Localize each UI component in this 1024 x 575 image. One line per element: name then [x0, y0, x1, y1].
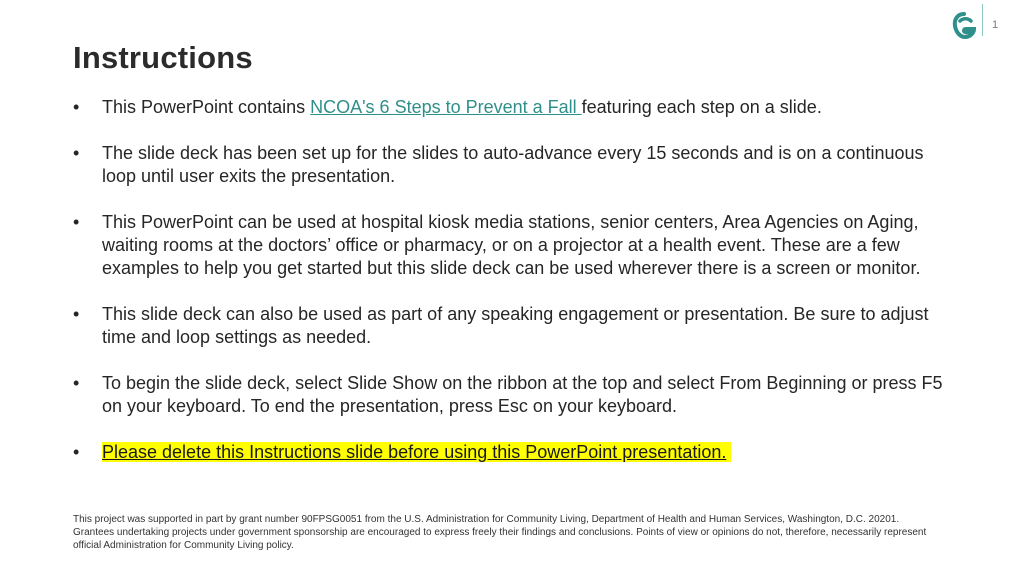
bullet-text: featuring each step on a slide. — [581, 97, 822, 117]
bullet-text: The slide deck has been set up for the slides to auto-advance every 15 seconds and is on a continuous loop until user exits the presentation. — [102, 143, 924, 186]
page-number: 1 — [992, 19, 999, 31]
list-item — [73, 303, 953, 349]
instruction-list — [73, 96, 953, 487]
slide-title: Instructions — [73, 40, 253, 75]
list-item — [73, 372, 953, 418]
bullet-text: To begin the slide deck, select Slide Show on the ribbon at the top and select From Beginning or press F5 on your keyboard. To end the presentation, press Esc on your keyboard. — [102, 373, 943, 416]
ncoa-logo-icon — [952, 12, 976, 40]
bullet-text: This PowerPoint contains — [102, 97, 311, 117]
logo-divider — [982, 4, 983, 36]
bullet-text: This slide deck can also be used as part of any speaking engagement or presentation. Be sure to adjust time and loop settings as needed. — [102, 304, 929, 347]
delete-slide-note: Please delete this Instructions slide before using this PowerPoint presentation. — [102, 442, 731, 462]
list-item — [73, 441, 953, 464]
grant-disclaimer: This project was supported in part by grant number 90FPSG0051 from the U.S. Administration for Community Living, Department of Health and Human Services, Washington, D.C. 20201. Grantees undertaking projects under government sponsorship are encouraged to express freely their findings and conclusions. Points of view or opinions do not, therefore, necessarily represent official Administration for Community Living policy. — [73, 514, 927, 551]
list-item — [73, 142, 953, 188]
list-item — [73, 96, 953, 119]
list-item — [73, 211, 953, 280]
bullet-text: This PowerPoint can be used at hospital kiosk media stations, senior centers, Area Agencies on Aging, waiting rooms at the doctors’ office or pharmacy, or on a projector at a health event. These are a few examples to help you get started but this slide deck can be used wherever there is a screen or monitor. — [102, 212, 921, 278]
steps-to-prevent-fall-link[interactable]: NCOA's 6 Steps to Prevent a Fall — [310, 97, 582, 117]
